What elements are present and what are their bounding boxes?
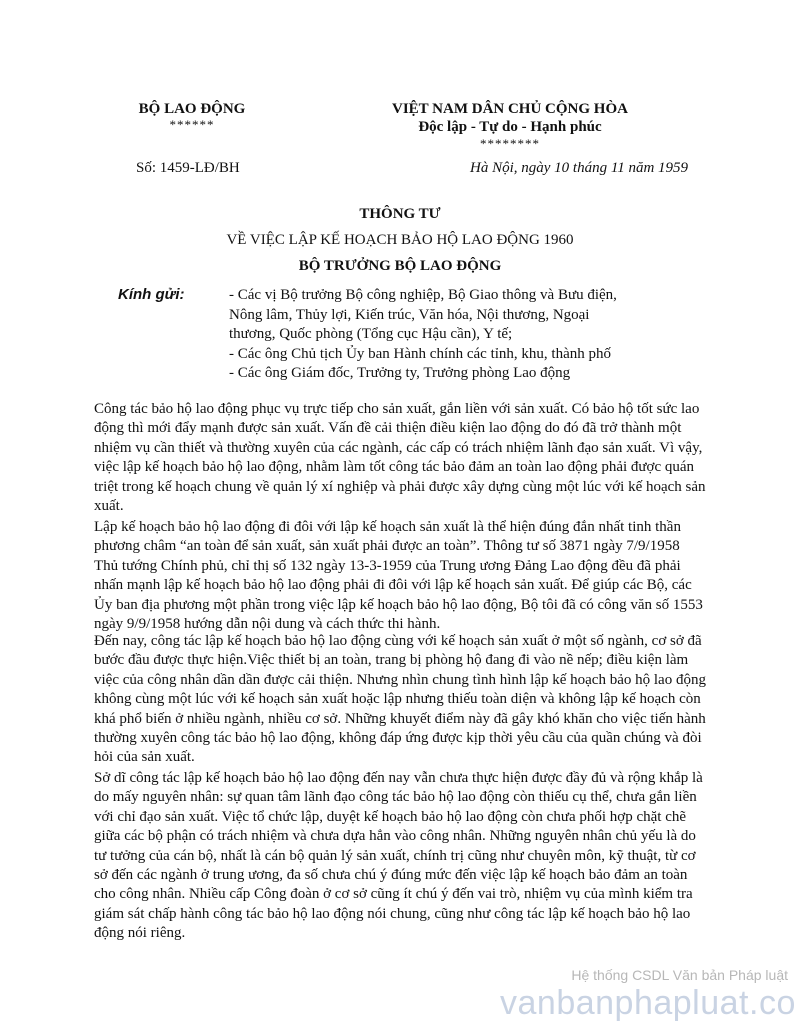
watermark-site: vanbanphapluat.co (500, 984, 796, 1022)
recipient-line: - Các vị Bộ trưởng Bộ công nghiệp, Bộ Giao thông và Bưu điện, (229, 287, 617, 303)
document-type: THÔNG TƯ (359, 206, 441, 222)
recipient-line: - Các ông Chủ tịch Ủy ban Hành chính các tỉnh, khu, thành phố (229, 345, 612, 362)
body-paragraph-1: Công tác bảo hộ lao động phục vụ trực tiếp cho sản xuất, gắn liền với sản xuất. Có bảo hộ tốt sức lao động thì mới đẩy mạnh được sản xuất. Vấn đề cải thiện điều kiện lao động do đó đã trở thành một nhiệm vụ cần thiết và thường xuyên của các ngành, các cấp có trách nhiệm lãnh đạo sản xuất. Vì vậy, việc lập kế hoạch bảo hộ lao động, nhằm làm tốt công tác bảo đảm an toàn lao động phải được quán triệt trong kế hoạch chung về quản lý xí nghiệp và phải được xây dựng cùng một lúc với kế hoạch sản xuất. (94, 401, 706, 515)
agency-separator-stars: ****** (169, 117, 215, 132)
recipient-line: Nông lâm, Thủy lợi, Kiến trúc, Văn hóa, Nội thương, Ngoại (229, 306, 590, 323)
recipients-label: Kính gửi: (118, 286, 185, 303)
body-paragraph-2: Lập kế hoạch bảo hộ lao động đi đôi với lập kế hoạch sản xuất là thể hiện đúng đắn nhất tinh thần phương châm “an toàn để sản xuất, sản xuất phải được an toàn”. Thông tư số 3871 ngày 7/9/1958 Thủ tướng Chính phủ, chỉ thị số 132 ngày 13-3-1959 của Trung ương Đảng Lao động đều đã phải nhấn mạnh lập kế hoạch bảo hộ lao động phải đi đôi với lập kế hoạch sản xuất. Để giúp các Bộ, các Ủy ban địa phương một phần trong việc lập kế hoạch bảo hộ lao động, Bộ tôi đã có công văn số 1553 ngày 9/9/1958 hướng dẫn nội dung và cách thức thi hành. (94, 519, 703, 633)
document-number: Số: 1459-LĐ/BH (136, 160, 240, 176)
country-name: VIỆT NAM DÂN CHỦ CỘNG HÒA (392, 101, 628, 117)
issuing-agency: BỘ LAO ĐỘNG (138, 101, 246, 117)
watermark-caption: Hệ thống CSDL Văn bản Pháp luật (571, 967, 788, 983)
recipient-line: - Các ông Giám đốc, Trưởng ty, Trưởng phòng Lao động (229, 365, 571, 381)
motto-separator-stars: ******** (480, 136, 540, 151)
body-paragraph-3: Đến nay, công tác lập kế hoạch bảo hộ lao động cùng với kế hoạch sản xuất ở một số ngành, cơ sở đã bước đầu được thực hiện.Việc thiết bị an toàn, trang bị phòng hộ đang đi vào nề nếp; điều kiện làm việc của công nhân dần dần được cải thiện. Nhưng nhìn chung tình hình lập kế hoạch bảo hộ lao động không cùng một lúc với kế hoạch sản xuất hoặc lập nhưng thiếu toàn diện và không lập kế hoạch còn khá phổ biến ở nhiều ngành, nhiều cơ sở. Những khuyết điểm này đã gây khó khăn cho việc tiến hành thường xuyên công tác bảo hộ lao động, không đáp ứng được kịp thời yêu cầu của quần chúng và đòi hỏi của sản xuất. (94, 633, 706, 766)
body-paragraph-4: Sở dĩ công tác lập kế hoạch bảo hộ lao động đến nay vẫn chưa thực hiện được đầy đủ và rộng khắp là do mấy nguyên nhân: sự quan tâm lãnh đạo công tác bảo hộ lao động còn thiếu cụ thể, chưa gắn liền với chỉ đạo sản xuất. Việc tổ chức lập, duyệt kế hoạch bảo hộ lao động còn chưa phối hợp chặt chẽ giữa các bộ phận có trách nhiệm và chưa dựa hẳn vào công nhân. Những nguyên nhân chủ yếu là do tư tưởng của cán bộ, nhất là cán bộ quản lý sản xuất, chính trị cũng như chuyên môn, kỹ thuật, từ cơ sở đến các ngành ở trung ương, đa số chưa chú ý đúng mức đến việc lập kế hoạch bảo đảm an toàn cho công nhân. Nhiều cấp Công đoàn ở cơ sở cũng ít chú ý đến vai trò, nhiệm vụ của mình kiểm tra giám sát chấp hành công tác bảo hộ lao động nói chung, cũng như công tác lập kế hoạch bảo hộ lao động nói riêng. (94, 770, 703, 942)
national-motto: Độc lập - Tự do - Hạnh phúc (418, 119, 602, 135)
recipients-list (229, 286, 679, 384)
place-and-date: Hà Nội, ngày 10 tháng 11 năm 1959 (470, 160, 689, 176)
document-subject: VỀ VIỆC LẬP KẾ HOẠCH BẢO HỘ LAO ĐỘNG 1960 (226, 232, 574, 248)
recipient-line: thương, Quốc phòng (Tổng cục Hậu cần), Y tế; (229, 326, 513, 342)
issuer-title: BỘ TRƯỞNG BỘ LAO ĐỘNG (298, 258, 502, 274)
